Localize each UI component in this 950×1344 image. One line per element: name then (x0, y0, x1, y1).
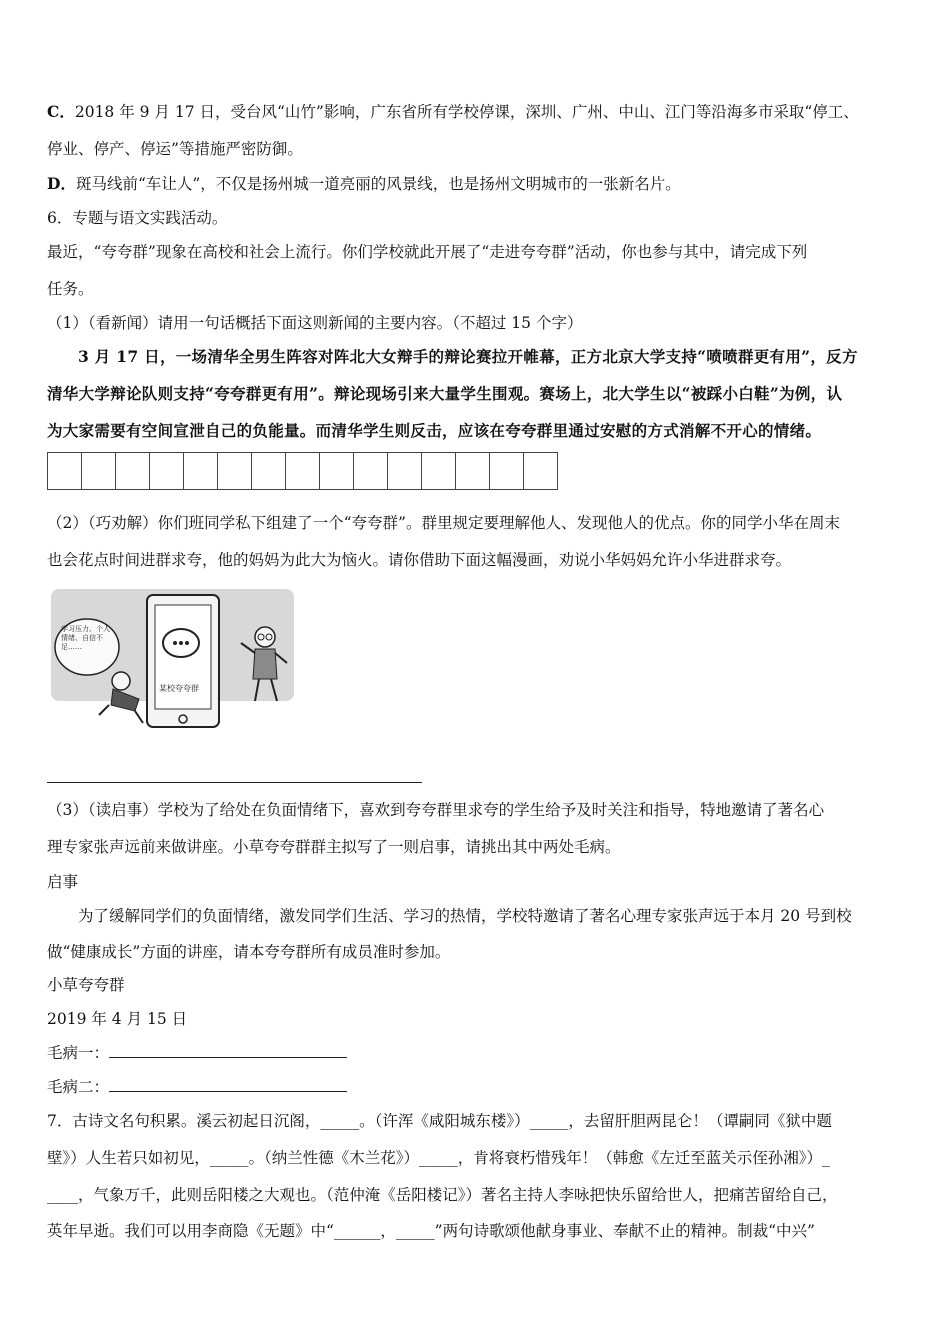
q7-line4: 英年早逝。我们可以用李商隐《无题》中“______，_____”两句诗歌颂他献身事业、奉献不止的精神。制裁“中兴” (47, 1222, 815, 1240)
notice-date: 2019 年 4 月 15 日 (47, 1010, 188, 1028)
q7-line2: 壁》）人生若只如初见，_____。（纳兰性德《木兰花》）_____，肯将衰朽惜残年！（韩愈《左迁至蓝关示侄孙湘》）_ (47, 1149, 830, 1167)
error2-row (47, 1077, 347, 1097)
answer-grid[interactable] (47, 452, 558, 490)
answer-cell[interactable] (319, 452, 354, 490)
error2-blank[interactable] (109, 1077, 347, 1092)
answer-cell[interactable] (489, 452, 524, 490)
notice-title: 启事 (47, 873, 79, 891)
notice-line2: 做“健康成长”方面的讲座，请本夸夸群所有成员准时参加。 (47, 943, 451, 961)
answer-cell[interactable] (115, 452, 150, 490)
news-line2: 清华大学辩论队则支持“夸夸群更有用”。辩论现场引来大量学生围观。赛场上，北大学生以“被踩小白鞋”为例，认 (47, 384, 843, 403)
answer-cell[interactable] (285, 452, 320, 490)
answer-cell[interactable] (523, 452, 558, 490)
answer-cell[interactable] (251, 452, 286, 490)
answer-cell[interactable] (183, 452, 218, 490)
q6-sub3-prompt-line1: （3）（读启事）学校为了给处在负面情绪下，喜欢到夸夸群里求夸的学生给予及时关注和指导，特地邀请了著名心 (47, 801, 825, 819)
answer-cell[interactable] (387, 452, 422, 490)
news-line3: 为大家需要有空间宣泄自己的负能量。而清华学生则反击，应该在夸夸群里通过安慰的方式消解不开心的情绪。 (47, 421, 822, 440)
cartoon-bubble-text: 学习压力、个人情绪、自信不足…… (61, 625, 110, 651)
answer-cell[interactable] (421, 452, 456, 490)
answer-cell[interactable] (149, 452, 184, 490)
q6-intro-line1: 最近，“夸夸群”现象在高校和社会上流行。你们学校就此开展了“走进夸夸群”活动，你也参与其中，请完成下列 (47, 243, 808, 261)
q6-sub2-prompt-line1: （2）（巧劝解）你们班同学私下组建了一个“夸夸群”。群里规定要理解他人、发现他人的优点。你的同学小华在周末 (47, 514, 840, 532)
cartoon-phone-label: 某校夸夸群 (159, 684, 199, 693)
answer-cell[interactable] (455, 452, 490, 490)
answer-cell[interactable] (353, 452, 388, 490)
error1-label: 毛病一： (47, 1044, 110, 1062)
option-c-text: 2018 年 9 月 17 日，受台风“山竹”影响，广东省所有学校停课，深圳、广州、中山、江门等沿海多市采取“停工、 (74, 103, 859, 121)
news-line1: 3 月 17 日，一场清华全男生阵容对阵北大女辩手的辩论赛拉开帷幕，正方北京大学支持“喷喷群更有用”，反方 (78, 347, 858, 366)
q6-sub2-prompt-line2: 也会花点时间进群求夸，他的妈妈为此大为恼火。请你借助下面这幅漫画，劝说小华妈妈允许小华进群求夸。 (47, 551, 792, 569)
option-d-text: 斑马线前“车让人”，不仅是扬州城一道亮丽的风景线，也是扬州文明城市的一张新名片。 (75, 175, 681, 193)
q7-line3: ____，气象万千，此则岳阳楼之大观也。（范仲淹《岳阳楼记》）著名主持人李咏把快乐留给世人，把痛苦留给自己， (47, 1186, 838, 1204)
q7-line1: 7．古诗文名句积累。溪云初起日沉阁，_____。（许浑《咸阳城东楼》）_____，去留肝胆两昆仑！（谭嗣同《狱中题 (47, 1112, 832, 1130)
answer-line[interactable] (47, 782, 422, 783)
cartoon-illustration (51, 583, 296, 733)
q6-title: 6．专题与语文实践活动。 (47, 209, 228, 227)
kid-head (112, 672, 130, 690)
answer-cell[interactable] (217, 452, 252, 490)
answer-cell[interactable] (81, 452, 116, 490)
notice-signature: 小草夸夸群 (47, 976, 125, 994)
q6-intro-line2: 任务。 (47, 280, 94, 298)
error1-blank[interactable] (109, 1043, 347, 1058)
option-c-label: C． (47, 102, 75, 121)
notice-line1: 为了缓解同学们的负面情绪，激发同学们生活、学习的热情，学校特邀请了著名心理专家张声远于本月 20 号到校 (78, 907, 852, 925)
error1-row (47, 1043, 347, 1063)
option-c-line1 (47, 102, 859, 122)
option-d (47, 174, 681, 194)
option-c-line2: 停业、停产、停运”等措施严密防御。 (47, 140, 303, 158)
option-d-label: D． (47, 174, 76, 193)
q6-sub1-prompt: （1）（看新闻）请用一句话概括下面这则新闻的主要内容。（不超过 15 个字） (47, 314, 583, 332)
error2-label: 毛病二： (47, 1078, 110, 1096)
answer-cell[interactable] (47, 452, 82, 490)
q6-sub3-prompt-line2: 理专家张声远前来做讲座。小草夸夸群群主拟写了一则启事，请挑出其中两处毛病。 (47, 838, 621, 856)
